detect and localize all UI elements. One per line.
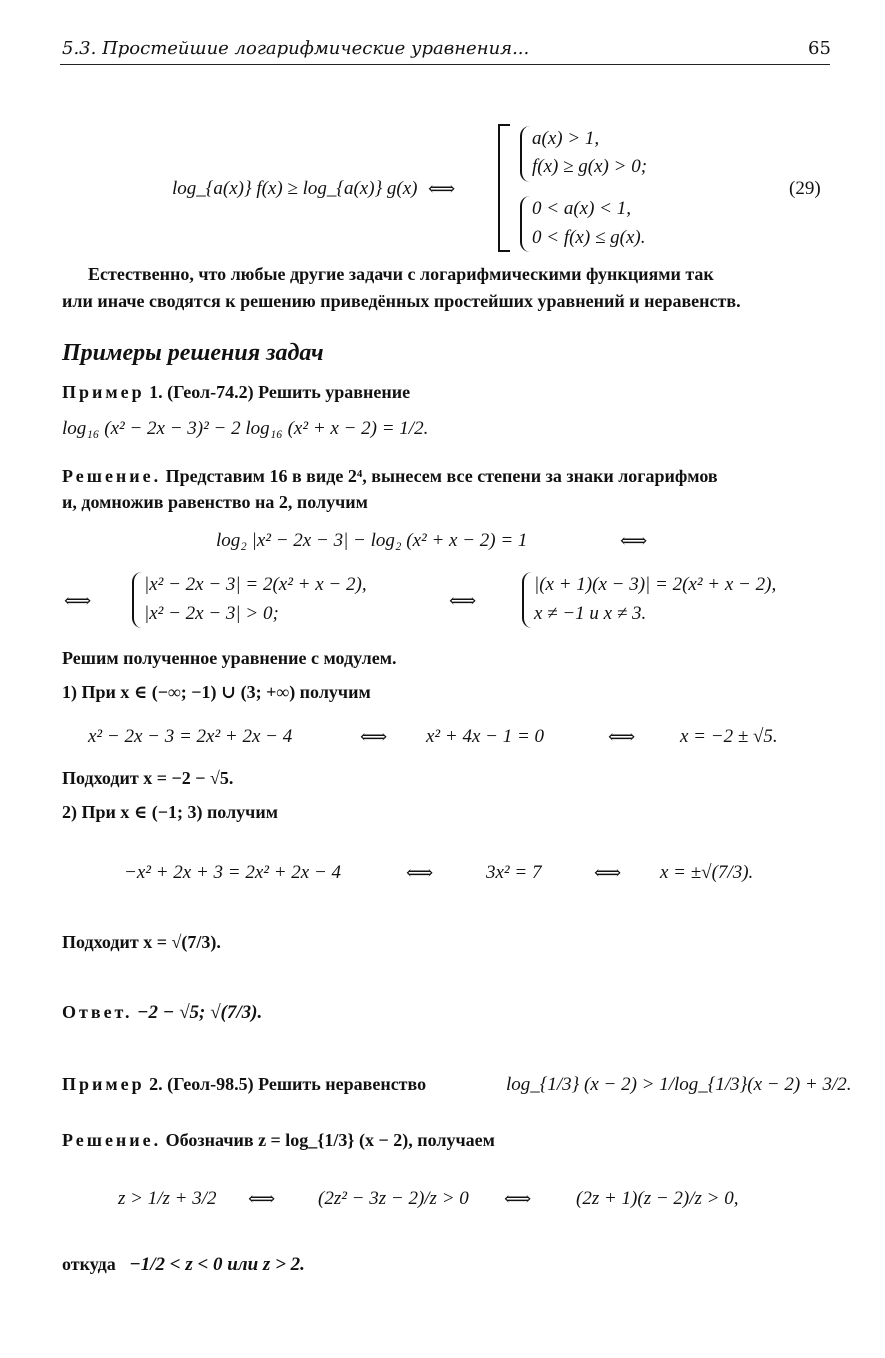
system2-line2: x ≠ −1 и x ≠ 3.	[534, 603, 647, 624]
modulus-text: Решим полученное уравнение с модулем.	[62, 648, 397, 668]
example2-heading	[62, 1074, 426, 1095]
paragraph-line-2: или иначе сводятся к решению приведённых простейших уравнений и неравенств.	[62, 291, 741, 311]
example2-ineq3: (2z + 1)(z − 2)/z > 0,	[576, 1188, 739, 1209]
equiv-arrow-9: ⟺	[504, 1189, 532, 1210]
answer-value: −2 − √5; √(7/3).	[137, 1002, 263, 1023]
eq29-case2-line2: 0 < f(x) ≤ g(x).	[532, 227, 646, 248]
answer-label: Ответ.	[62, 1002, 133, 1022]
example1-label: Пример	[62, 382, 145, 402]
fit2-text: Подходит x = √(7/3).	[62, 932, 221, 952]
example2-result: −1/2 < z < 0 или z > 2.	[129, 1254, 305, 1275]
system1-line1: |x² − 2x − 3| = 2(x² + x − 2),	[144, 574, 367, 595]
case2-eq2: 3x² = 7	[486, 862, 542, 883]
example2-result-line	[62, 1254, 305, 1276]
eq29-brace-2	[520, 196, 530, 252]
eq29-square-bracket	[498, 124, 510, 252]
section-title: Примеры решения задач	[62, 340, 324, 366]
eq29-case2-line1: 0 < a(x) < 1,	[532, 198, 631, 219]
running-header-title: 5.3. Простейшие логарифмические уравнения...	[62, 38, 530, 59]
case1-text: 1) При x ∈ (−∞; −1) ∪ (3; +∞) получим	[62, 682, 371, 702]
equiv-arrow-7: ⟺	[594, 863, 622, 884]
equiv-arrow-1: ⟺	[620, 531, 648, 552]
case2-eq1: −x² + 2x + 3 = 2x² + 2x − 4	[124, 862, 342, 883]
case2-text: 2) При x ∈ (−1; 3) получим	[62, 802, 278, 822]
example2-ineq2: (2z² − 3z − 2)/z > 0	[318, 1188, 469, 1209]
example2-result-word: откуда	[62, 1254, 116, 1274]
equiv-arrow-4: ⟺	[360, 727, 388, 748]
system2-brace	[522, 572, 532, 628]
eq29-case1-line2: f(x) ≥ g(x) > 0;	[532, 156, 648, 177]
example2-solution-line	[62, 1130, 495, 1151]
example2-label: Пример	[62, 1074, 145, 1094]
example1-solution-line2: и, домножив равенство на 2, получим	[62, 492, 368, 512]
paragraph-line-1: Естественно, что любые другие задачи с логарифмическими функциями так	[88, 264, 714, 284]
example1-solution-label: Решение.	[62, 466, 162, 486]
example2-solution-label: Решение.	[62, 1130, 162, 1150]
eq29-lhs: log_{a(x)} f(x) ≥ log_{a(x)} g(x)	[172, 178, 418, 199]
system1-line2: |x² − 2x − 3| > 0;	[144, 603, 279, 624]
example1-solution-line1	[62, 466, 718, 487]
eq29-number: (29)	[789, 178, 821, 199]
case1-eq3: x = −2 ± √5.	[680, 726, 778, 747]
example1-solution-text: Представим 16 в виде 2⁴, вынесем все степени за знаки логарифмов	[165, 466, 718, 486]
system1-brace	[132, 572, 142, 628]
equiv-arrow-8: ⟺	[248, 1189, 276, 1210]
page-number: 65	[808, 38, 831, 59]
equiv-arrow-5: ⟺	[608, 727, 636, 748]
case1-eq2: x² + 4x − 1 = 0	[426, 726, 545, 747]
case2-eq3: x = ±√(7/3).	[660, 862, 754, 883]
equiv-arrow-2: ⟺	[64, 591, 92, 612]
example1-eq-a: log₂ |x² − 2x − 3| − log₂ (x² + x − 2) = 1	[216, 530, 528, 551]
header-rule	[60, 64, 830, 65]
eq29-brace-1	[520, 126, 530, 182]
example2-head: 2. (Геол-98.5) Решить неравенство	[149, 1074, 427, 1094]
example1-equation: log₁₆ (x² − 2x − 3)² − 2 log₁₆ (x² + x − 2) = 1/2.	[62, 418, 429, 439]
example2-solution-text: Обозначив z = log_{1/3} (x − 2), получаем	[165, 1130, 495, 1150]
example2-ineq1: z > 1/z + 3/2	[118, 1188, 217, 1209]
example1-head: 1. (Геол-74.2) Решить уравнение	[149, 382, 411, 402]
example2-inequality: log_{1/3} (x − 2) > 1/log_{1/3}(x − 2) + 3/2.	[506, 1074, 852, 1095]
fit1-text: Подходит x = −2 − √5.	[62, 768, 234, 788]
example1-heading	[62, 382, 410, 403]
answer-line	[62, 1002, 262, 1024]
eq29-arrow: ⟺	[428, 179, 456, 200]
case1-eq1: x² − 2x − 3 = 2x² + 2x − 4	[88, 726, 293, 747]
equiv-arrow-6: ⟺	[406, 863, 434, 884]
equiv-arrow-3: ⟺	[449, 591, 477, 612]
eq29-case1-line1: a(x) > 1,	[532, 128, 600, 149]
system2-line1: |(x + 1)(x − 3)| = 2(x² + x − 2),	[534, 574, 777, 595]
